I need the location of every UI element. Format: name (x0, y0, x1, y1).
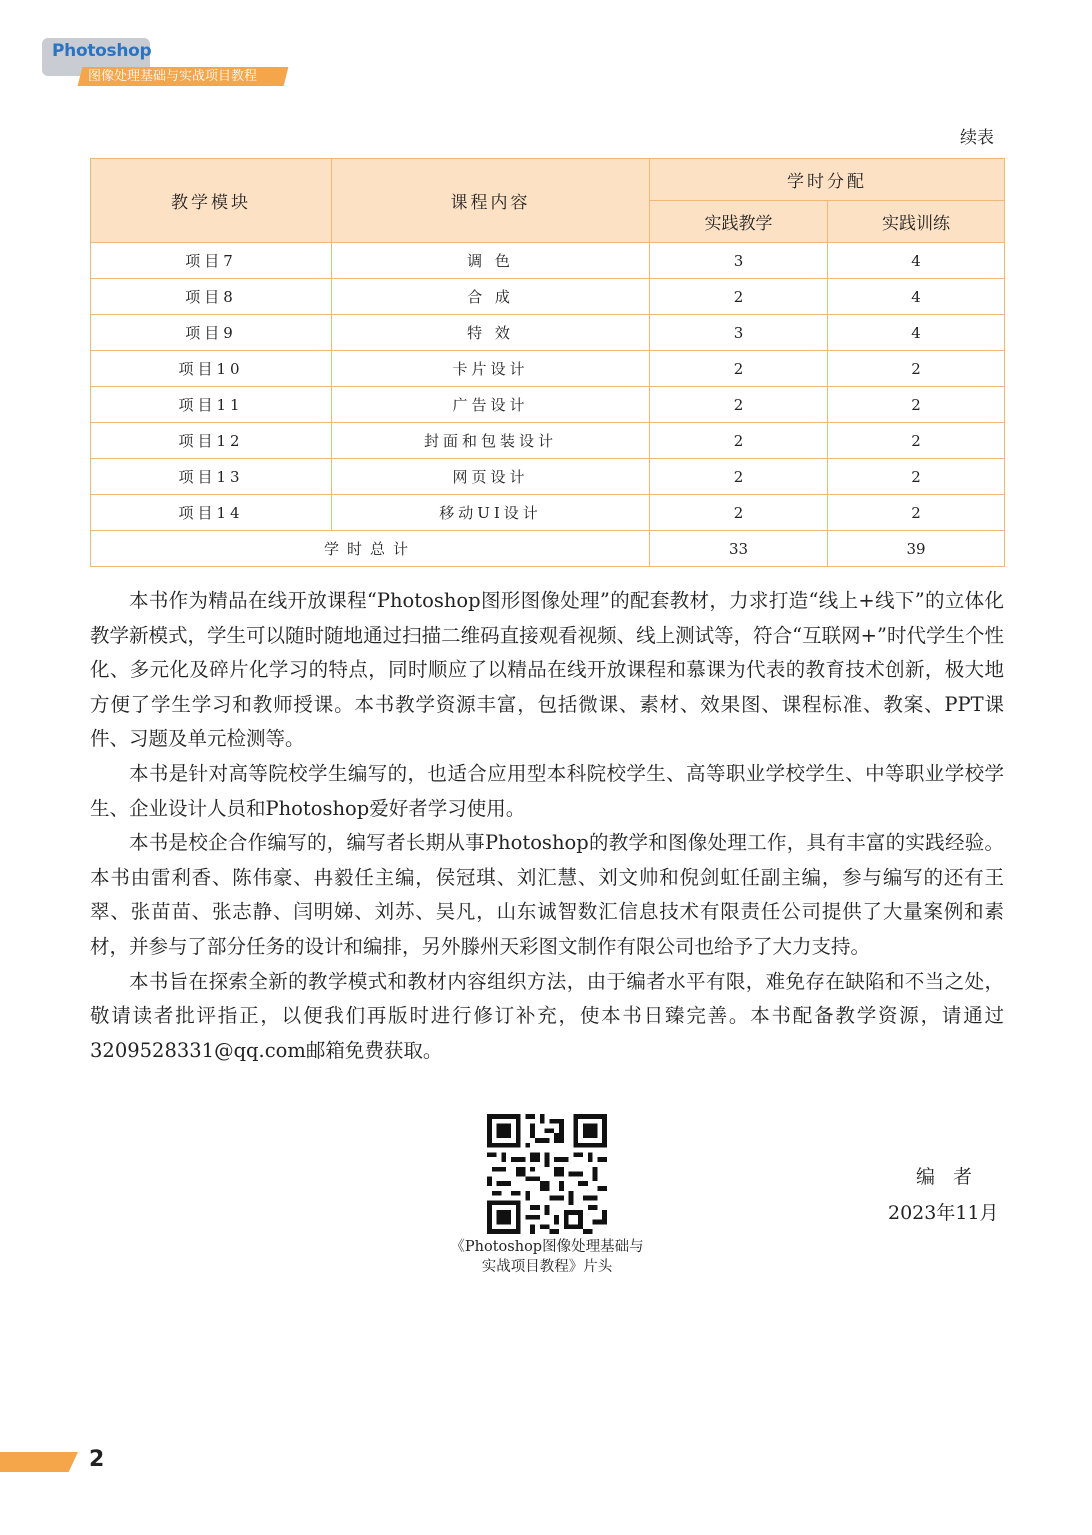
header-hours: 学时分配 (650, 159, 1005, 201)
cell-training: 4 (828, 279, 1005, 315)
table-row (91, 423, 1005, 459)
table-row (91, 279, 1005, 315)
cell-teaching: 3 (650, 315, 828, 351)
qr-caption-line: 实战项目教程》片头 (481, 1259, 613, 1275)
table-row (91, 315, 1005, 351)
header-module: 教学模块 (91, 159, 332, 243)
table-total-row (91, 531, 1005, 567)
cell-module: 项目11 (91, 387, 332, 423)
table-row (91, 351, 1005, 387)
cell-content: 封面和包装设计 (332, 423, 650, 459)
preface-body (90, 584, 1004, 1068)
cell-teaching: 2 (650, 387, 828, 423)
qr-caption (420, 1237, 674, 1277)
table-row (91, 387, 1005, 423)
cell-module: 项目14 (91, 495, 332, 531)
cell-content: 调 色 (332, 243, 650, 279)
cell-module: 项目8 (91, 279, 332, 315)
cell-total-label: 学时总计 (91, 531, 650, 567)
cell-teaching: 2 (650, 495, 828, 531)
qr-caption-line: 《Photoshop图像处理基础与 (450, 1239, 644, 1255)
qr-code-icon (487, 1114, 607, 1234)
table-row (91, 495, 1005, 531)
cell-total-training: 39 (828, 531, 1005, 567)
paragraph: 本书是校企合作编写的，编写者长期从事Photoshop的教学和图像处理工作，具有丰富的实践经验。本书由雷利香、陈伟豪、冉毅任主编，侯冠琪、刘汇慧、刘文帅和倪剑虹任副主编，参与编写的还有王翠、张苗苗、张志静、闫明娣、刘苏、吴凡，山东诚智数汇信息技术有限责任公司提供了大量案例和素材，并参与了部分任务的设计和编排，另外滕州天彩图文制作有限公司也给予了大力支持。 (90, 831, 1004, 958)
cell-teaching: 2 (650, 351, 828, 387)
page-number: 2 (89, 1447, 105, 1472)
course-hours-table (90, 158, 1005, 567)
paragraph: 本书旨在探索全新的教学模式和教材内容组织方法，由于编者水平有限，难免存在缺陷和不当之处，敬请读者批评指正，以便我们再版时进行修订补充，使本书日臻完善。本书配备教学资源，请通过3209528331@qq.com邮箱免费获取。 (90, 969, 1004, 1062)
header-practice-teaching: 实践教学 (650, 201, 828, 243)
cell-module: 项目9 (91, 315, 332, 351)
cell-module: 项目12 (91, 423, 332, 459)
cell-training: 4 (828, 315, 1005, 351)
paragraph: 本书是针对高等院校学生编写的，也适合应用型本科院校学生、高等职业学校学生、中等职业学校学生、企业设计人员和Photoshop爱好者学习使用。 (90, 761, 1004, 820)
cell-content: 网页设计 (332, 459, 650, 495)
cell-content: 合 成 (332, 279, 650, 315)
cell-training: 2 (828, 459, 1005, 495)
cell-teaching: 2 (650, 279, 828, 315)
header-practice-training: 实践训练 (828, 201, 1005, 243)
cell-training: 4 (828, 243, 1005, 279)
cell-module: 项目13 (91, 459, 332, 495)
cell-training: 2 (828, 423, 1005, 459)
editor-signature: 编 者 (916, 1166, 979, 1188)
cell-module: 项目10 (91, 351, 332, 387)
page-number-bar (0, 1452, 78, 1472)
cell-content: 广告设计 (332, 387, 650, 423)
header-content: 课程内容 (332, 159, 650, 243)
paragraph: 本书作为精品在线开放课程“Photoshop图形图像处理”的配套教材，力求打造“线上+线下”的立体化教学新模式，学生可以随时随地通过扫描二维码直接观看视频、线上测试等，符合“互联网+”时代学生个性化、多元化及碎片化学习的特点，同时顺应了以精品在线开放课程和慕课为代表的教育技术创新，极大地方便了学生学习和教师授课。本书教学资源丰富，包括微课、素材、效果图、课程标准、教案、PPT课件、习题及单元检测等。 (90, 589, 1004, 751)
cell-teaching: 3 (650, 243, 828, 279)
cell-content: 卡片设计 (332, 351, 650, 387)
cell-content: 移动UI设计 (332, 495, 650, 531)
cell-training: 2 (828, 351, 1005, 387)
cell-training: 2 (828, 495, 1005, 531)
table-row (91, 459, 1005, 495)
continued-table-label: 续表 (960, 128, 994, 148)
cell-training: 2 (828, 387, 1005, 423)
book-subtitle-banner (78, 67, 289, 86)
cell-content: 特 效 (332, 315, 650, 351)
table-row (91, 243, 1005, 279)
preface-date: 2023年11月 (888, 1202, 999, 1224)
cell-teaching: 2 (650, 423, 828, 459)
cell-teaching: 2 (650, 459, 828, 495)
book-series-title: Photoshop (52, 41, 152, 61)
cell-total-teaching: 33 (650, 531, 828, 567)
cell-module: 项目7 (91, 243, 332, 279)
book-subtitle: 图像处理基础与实战项目教程 (88, 69, 258, 84)
